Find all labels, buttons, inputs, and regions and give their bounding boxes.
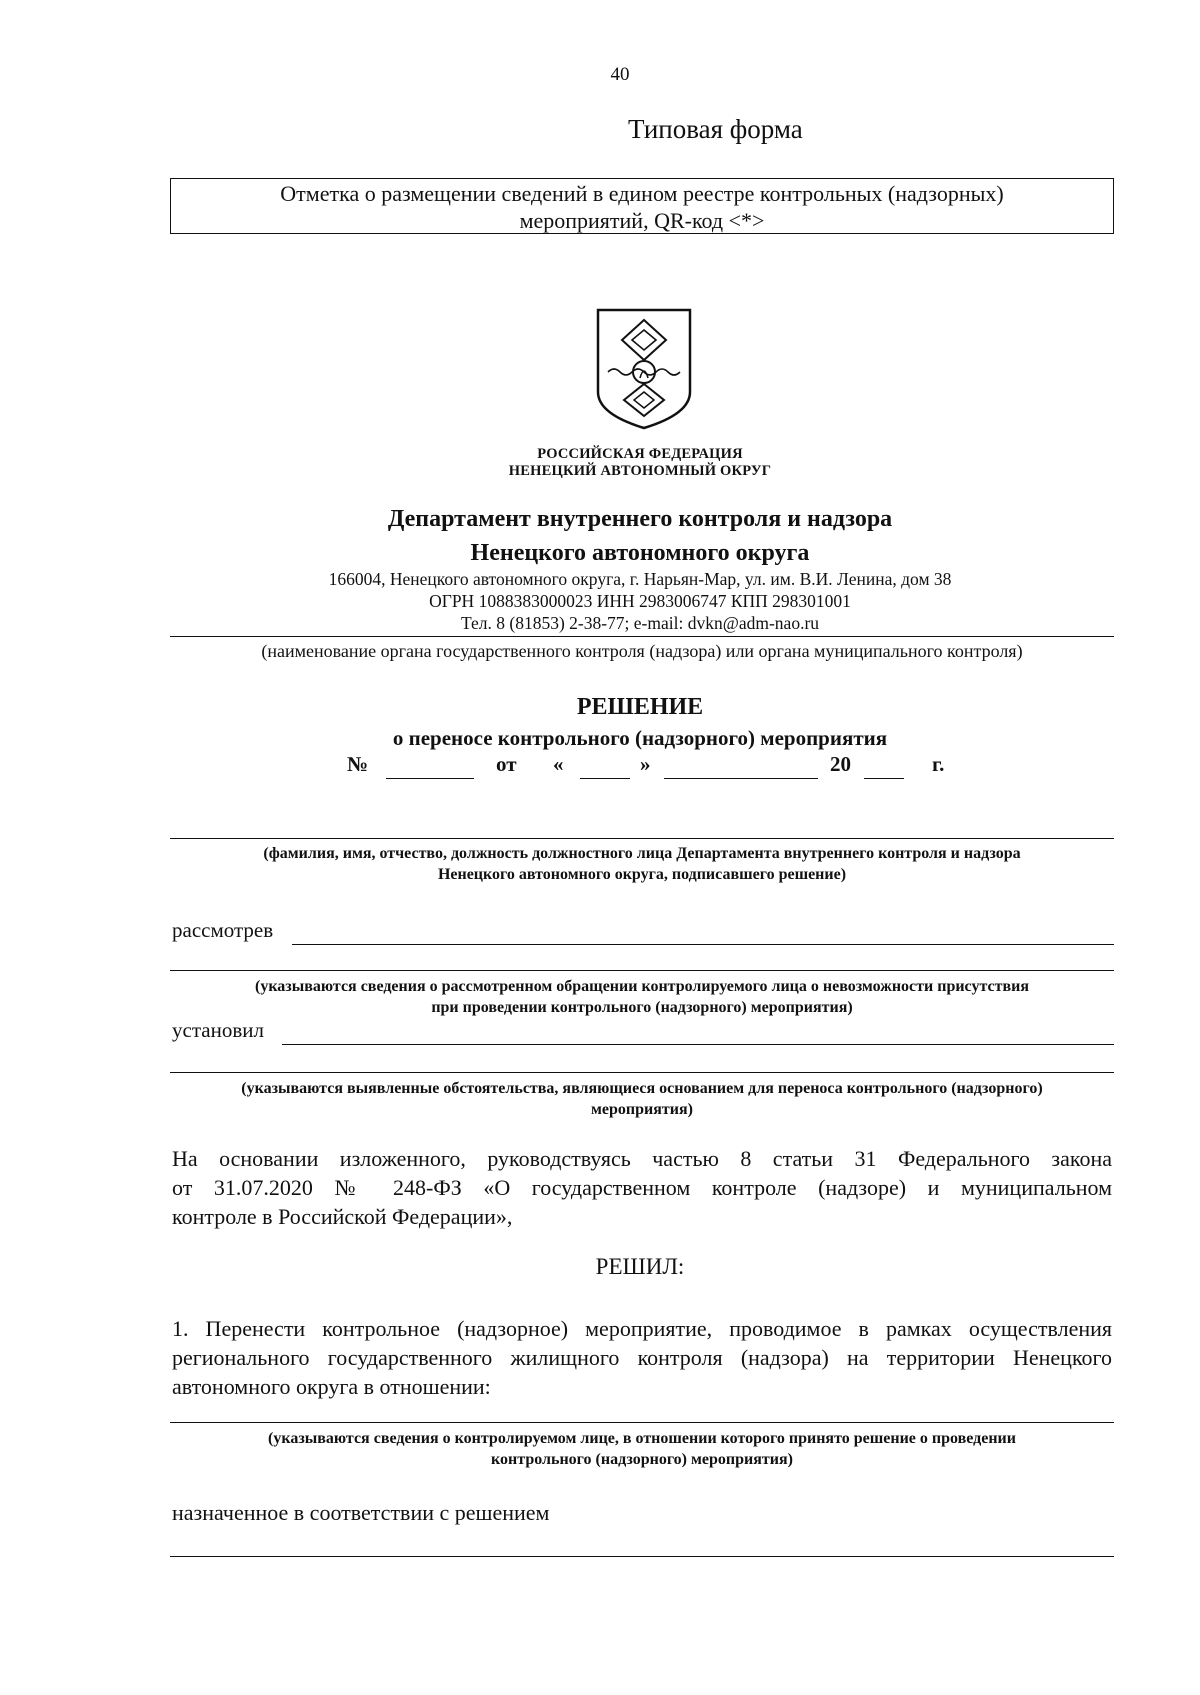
- department-phone-email: Тел. 8 (81853) 2-38-77; e-mail: dvkn@adm-nao.ru: [460, 613, 820, 633]
- number-blank: [386, 760, 474, 779]
- considered-underline-1: [292, 944, 1114, 945]
- year-suffix: г.: [932, 752, 945, 776]
- established-label: установил: [172, 1018, 264, 1042]
- established-hint: [170, 1078, 1114, 1120]
- number-sign: №: [347, 752, 369, 776]
- organ-caption: (наименование органа государственного контроля (надзора) или органа муниципального контроля): [261, 641, 1023, 661]
- quote-close: »: [640, 752, 651, 776]
- item1-paragraph: [172, 1314, 1112, 1401]
- region-name: НЕНЕЦКИЙ АВТОНОМНЫЙ ОКРУГ: [508, 463, 772, 479]
- department-contacts: [0, 568, 1200, 634]
- decided-heading: РЕШИЛ:: [595, 1254, 685, 1279]
- considered-label: рассмотрев: [172, 918, 274, 942]
- basis-line2: от 31.07.2020 № 248-ФЗ «О государственном контроле (надзоре) и муниципальном: [172, 1175, 1112, 1200]
- qr-box-line1: Отметка о размещении сведений в едином реестре контрольных (надзорных): [280, 181, 1004, 206]
- person-caption-line2: контрольного (надзорного) мероприятия): [491, 1451, 793, 1468]
- basis-paragraph: [172, 1144, 1112, 1231]
- quote-open: «: [553, 752, 564, 776]
- considered-hint-line2: при проведении контрольного (надзорного) мероприятия): [431, 999, 853, 1016]
- department-line2: Ненецкого автономного округа: [470, 540, 810, 566]
- basis-line3: контроле в Российской Федерации»,: [172, 1204, 513, 1229]
- form-type-label: Типовая форма: [628, 114, 803, 144]
- department-address: 166004, Ненецкого автономного округа, г. Нарьян-Мар, ул. им. В.И. Ленина, дом 38: [328, 569, 952, 589]
- appointed-text: назначенное в соответствии с решением: [172, 1500, 550, 1525]
- appointed-underline: [170, 1556, 1114, 1557]
- established-hint-line1: (указываются выявленные обстоятельства, являющиеся основанием для переноса контрольного (надзорного): [241, 1080, 1043, 1097]
- decision-subtitle: о переносе контрольного (надзорного) мероприятия: [392, 726, 888, 750]
- considered-hint-line1: (указываются сведения о рассмотренном обращении контролируемого лица о невозможности присутствия: [255, 978, 1029, 995]
- official-caption-line2: Ненецкого автономного округа, подписавшего решение): [437, 866, 847, 883]
- considered-hint: [170, 976, 1114, 1018]
- day-blank: [580, 760, 630, 779]
- qr-box-line2: мероприятий, QR-код <*>: [519, 208, 765, 233]
- established-underline-1: [282, 1044, 1114, 1045]
- from-label: от: [496, 752, 517, 776]
- month-blank: [664, 760, 818, 779]
- year-blank: [864, 760, 904, 779]
- organ-underline: [170, 636, 1114, 637]
- considered-underline-2: [170, 970, 1114, 971]
- qr-registry-box: [170, 178, 1114, 234]
- country-header: [0, 446, 1200, 480]
- official-caption: [170, 843, 1114, 885]
- item1-line3: автономного округа в отношении:: [172, 1374, 491, 1399]
- item1-line2: регионального государственного жилищного контроля (надзора) на территории Ненецкого: [172, 1345, 1112, 1370]
- department-line1: Департамент внутреннего контроля и надзора: [387, 506, 893, 532]
- department-requisites: ОГРН 1088383000023 ИНН 2983006747 КПП 298301001: [429, 591, 851, 611]
- basis-line1: На основании изложенного, руководствуясь частью 8 статьи 31 Федерального закона: [172, 1146, 1112, 1171]
- person-caption-line1: (указываются сведения о контролируемом лице, в отношении которого принято решение о проведении: [268, 1430, 1016, 1447]
- established-underline-2: [170, 1072, 1114, 1073]
- item1-line1: 1. Перенести контрольное (надзорное) мероприятие, проводимое в рамках осуществления: [172, 1316, 1112, 1341]
- page-number: 40: [610, 64, 630, 85]
- department-name: [0, 502, 1200, 570]
- country-name: РОССИЙСКАЯ ФЕДЕРАЦИЯ: [537, 446, 743, 462]
- official-underline: [170, 838, 1114, 839]
- person-underline: [170, 1422, 1114, 1423]
- decision-title: РЕШЕНИЕ: [576, 694, 704, 720]
- person-caption: [170, 1428, 1114, 1470]
- established-hint-line2: мероприятия): [591, 1101, 693, 1118]
- official-caption-line1: (фамилия, имя, отчество, должность должностного лица Департамента внутреннего контроля и надзора: [263, 845, 1021, 862]
- coat-of-arms-icon: [594, 306, 694, 432]
- year-prefix: 20: [830, 752, 851, 776]
- decision-number-line: [347, 752, 368, 777]
